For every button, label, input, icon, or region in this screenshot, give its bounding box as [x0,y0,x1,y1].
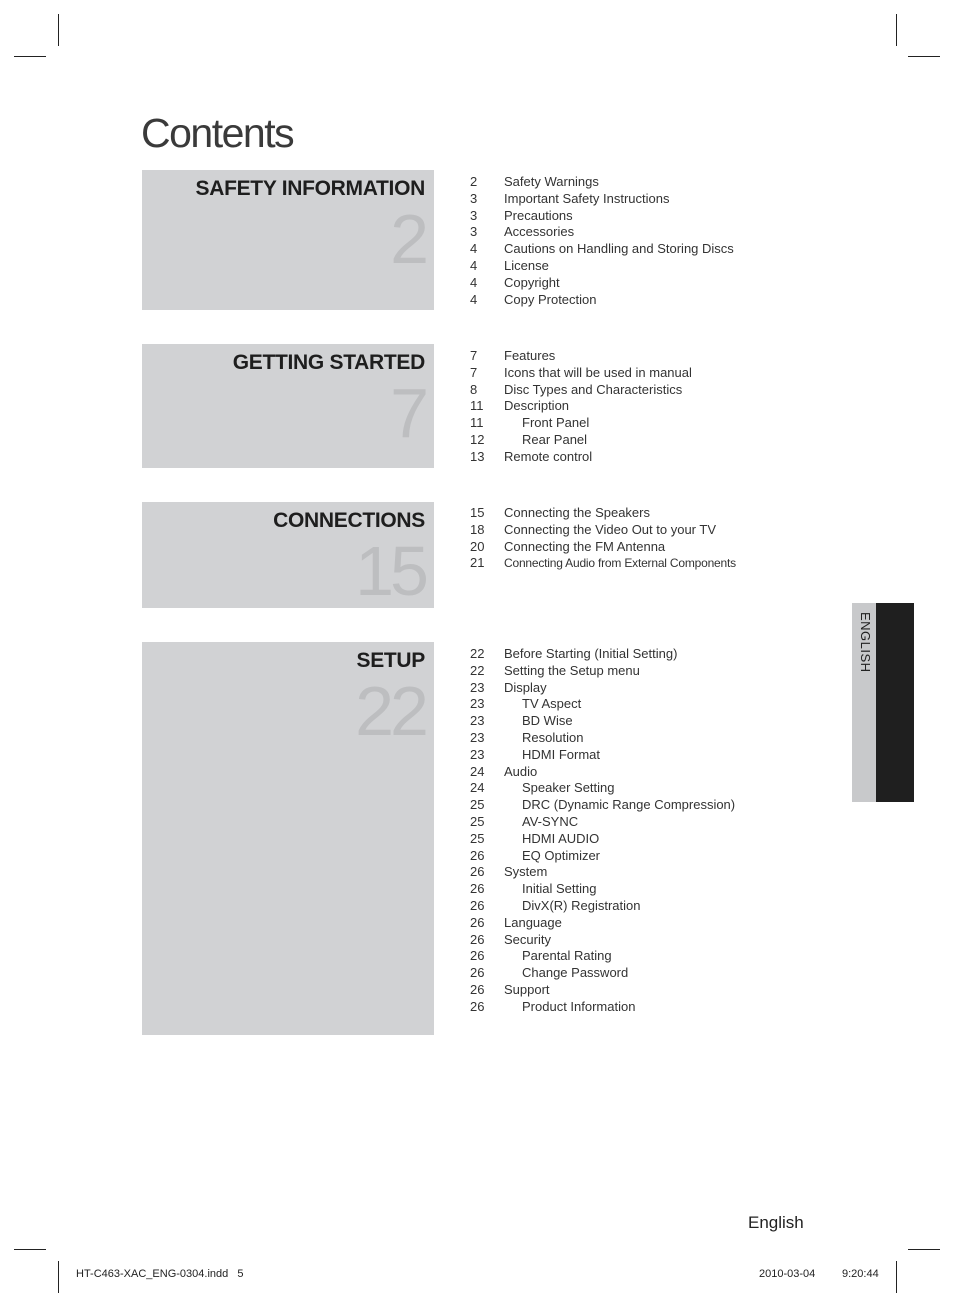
toc-entry[interactable] [470,191,734,208]
toc-label: Front Panel [522,415,590,431]
section-panel-connections [142,502,434,608]
toc-label: DRC (Dynamic Range Compression) [522,797,736,813]
toc-page: 23 [470,696,485,712]
toc-label: Speaker Setting [522,780,615,796]
toc-page: 26 [470,914,485,930]
toc-entry[interactable] [470,382,692,399]
toc-entry[interactable] [470,174,734,191]
crop-mark [908,56,940,57]
toc-page: 26 [470,981,485,997]
toc-label: System [504,864,548,880]
toc-page: 26 [470,948,485,964]
toc-page: 25 [470,797,485,813]
toc-page: 23 [470,713,485,729]
toc-label: Audio [504,763,538,779]
section-page-number: 7 [390,374,425,452]
toc-page: 26 [470,881,485,897]
toc-page: 20 [470,538,485,554]
toc-label: Remote control [504,448,593,464]
toc-page: 3 [470,207,478,223]
toc-page: 8 [470,381,478,397]
toc-page: 26 [470,864,485,880]
toc-page: 4 [470,241,478,257]
toc-entry[interactable] [470,449,692,466]
toc-entry[interactable] [470,814,735,831]
section-title: SETUP [356,649,425,672]
toc-list-connections [470,505,736,572]
section-panel-getting-started [142,344,434,468]
toc-entry[interactable] [470,881,735,898]
toc-entry[interactable] [470,948,735,965]
crop-mark [14,1249,46,1250]
section-title: GETTING STARTED [232,351,425,374]
toc-label: BD Wise [522,713,573,729]
toc-label: Initial Setting [522,881,597,897]
toc-page: 2 [470,174,478,189]
toc-label: Disc Types and Characteristics [504,381,683,397]
toc-entry[interactable] [470,713,735,730]
toc-label: Safety Warnings [504,174,599,189]
imprint-file: HT-C463-XAC_ENG-0304.indd 5 [76,1268,244,1280]
toc-entry[interactable] [470,764,735,781]
toc-label: Connecting the Video Out to your TV [504,521,716,537]
toc-entry[interactable] [470,797,735,814]
crop-mark [58,14,59,46]
toc-page: 15 [470,505,485,520]
toc-label: Copy Protection [504,291,597,307]
toc-label: Description [504,398,570,414]
toc-page: 23 [470,729,485,745]
language-tab-black [876,603,914,802]
toc-page: 11 [470,415,484,431]
toc-list-getting-started [470,348,692,466]
toc-list-safety-information [470,174,734,308]
toc-entry[interactable] [470,522,736,539]
toc-page: 24 [470,780,485,796]
toc-label: Cautions on Handling and Storing Discs [504,241,734,257]
toc-label: Accessories [504,224,575,240]
crop-mark [896,14,897,46]
toc-label: Security [504,931,551,947]
toc-entry[interactable] [470,965,735,982]
section-page-number: 15 [355,532,425,610]
toc-entry[interactable] [470,864,735,881]
toc-label: Setting the Setup menu [504,662,640,678]
toc-page: 3 [470,190,478,206]
toc-label: AV-SYNC [522,813,579,829]
toc-page: 26 [470,897,485,913]
toc-list-setup [470,646,735,1016]
crop-mark [896,1261,897,1293]
crop-mark [58,1261,59,1293]
toc-page: 3 [470,224,478,240]
toc-page: 26 [470,998,485,1014]
toc-label: EQ Optimizer [522,847,601,863]
toc-entry[interactable] [470,555,736,572]
toc-label: Support [504,981,550,997]
toc-label: Language [504,914,562,930]
toc-page: 24 [470,763,485,779]
toc-entry[interactable] [470,730,735,747]
toc-entry[interactable] [470,241,734,258]
toc-entry[interactable] [470,208,734,225]
toc-entry[interactable] [470,258,734,275]
toc-entry[interactable] [470,932,735,949]
toc-entry[interactable] [470,747,735,764]
toc-label: Connecting Audio from External Components [504,556,736,571]
toc-label: Copyright [504,274,560,290]
toc-entry[interactable] [470,415,692,432]
toc-label: Display [504,679,547,695]
toc-entry[interactable] [470,982,735,999]
toc-page: 12 [470,431,485,447]
toc-label: TV Aspect [522,696,582,712]
imprint-date: 2010-03-04 [759,1268,816,1280]
section-title: CONNECTIONS [273,509,425,532]
toc-entry[interactable] [470,780,735,797]
toc-page: 18 [470,521,485,537]
toc-entry[interactable] [470,696,735,713]
page-title: Contents [141,110,294,156]
toc-entry[interactable] [470,999,735,1016]
toc-label: Important Safety Instructions [504,190,670,206]
toc-entry[interactable] [470,898,735,915]
toc-page: 25 [470,830,485,846]
crop-mark [908,1249,940,1250]
toc-entry[interactable] [470,398,692,415]
toc-page: 23 [470,746,485,762]
toc-label: Resolution [522,729,584,745]
toc-entry[interactable] [470,348,692,365]
toc-page: 7 [470,364,478,380]
toc-entry[interactable] [470,646,735,663]
toc-entry[interactable] [470,680,735,697]
toc-label: License [504,257,549,273]
toc-entry[interactable] [470,275,734,292]
toc-label: Connecting the Speakers [504,505,650,520]
toc-page: 7 [470,348,478,363]
section-panel-setup [142,642,434,1035]
footer-language: English [748,1213,804,1232]
toc-label: Rear Panel [522,431,588,447]
toc-page: 25 [470,813,485,829]
toc-page: 26 [470,931,485,947]
toc-page: 22 [470,646,485,661]
toc-label: Precautions [504,207,573,223]
toc-entry[interactable] [470,224,734,241]
toc-page: 21 [470,555,485,571]
toc-label: Icons that will be used in manual [504,364,692,380]
toc-page: 4 [470,257,478,273]
toc-page: 4 [470,274,478,290]
toc-entry[interactable] [470,505,736,522]
toc-entry[interactable] [470,663,735,680]
section-page-number: 22 [355,672,425,750]
crop-mark [14,56,46,57]
toc-label: HDMI Format [522,746,600,762]
imprint-time: 9:20:44 [842,1268,879,1280]
toc-label: Product Information [522,998,636,1014]
section-page-number: 2 [390,200,425,278]
toc-page: 26 [470,965,485,981]
toc-page: 11 [470,398,484,414]
toc-label: Features [504,348,556,363]
toc-label: Change Password [522,965,629,981]
toc-page: 4 [470,291,478,307]
section-title: SAFETY INFORMATION [195,177,425,200]
toc-page: 22 [470,662,485,678]
toc-page: 13 [470,448,485,464]
toc-entry[interactable] [470,915,735,932]
toc-entry[interactable] [470,365,692,382]
toc-entry[interactable] [470,848,735,865]
toc-page: 23 [470,679,485,695]
toc-label: HDMI AUDIO [522,830,600,846]
toc-entry[interactable] [470,432,692,449]
toc-entry[interactable] [470,539,736,556]
toc-label: Connecting the FM Antenna [504,538,666,554]
toc-entry[interactable] [470,292,734,309]
toc-page: 26 [470,847,485,863]
language-tab-label: ENGLISH [858,612,873,673]
toc-label: DivX(R) Registration [522,897,641,913]
toc-label: Before Starting (Initial Setting) [504,646,678,661]
toc-label: Parental Rating [522,948,612,964]
section-panel-safety-information [142,170,434,310]
toc-entry[interactable] [470,831,735,848]
